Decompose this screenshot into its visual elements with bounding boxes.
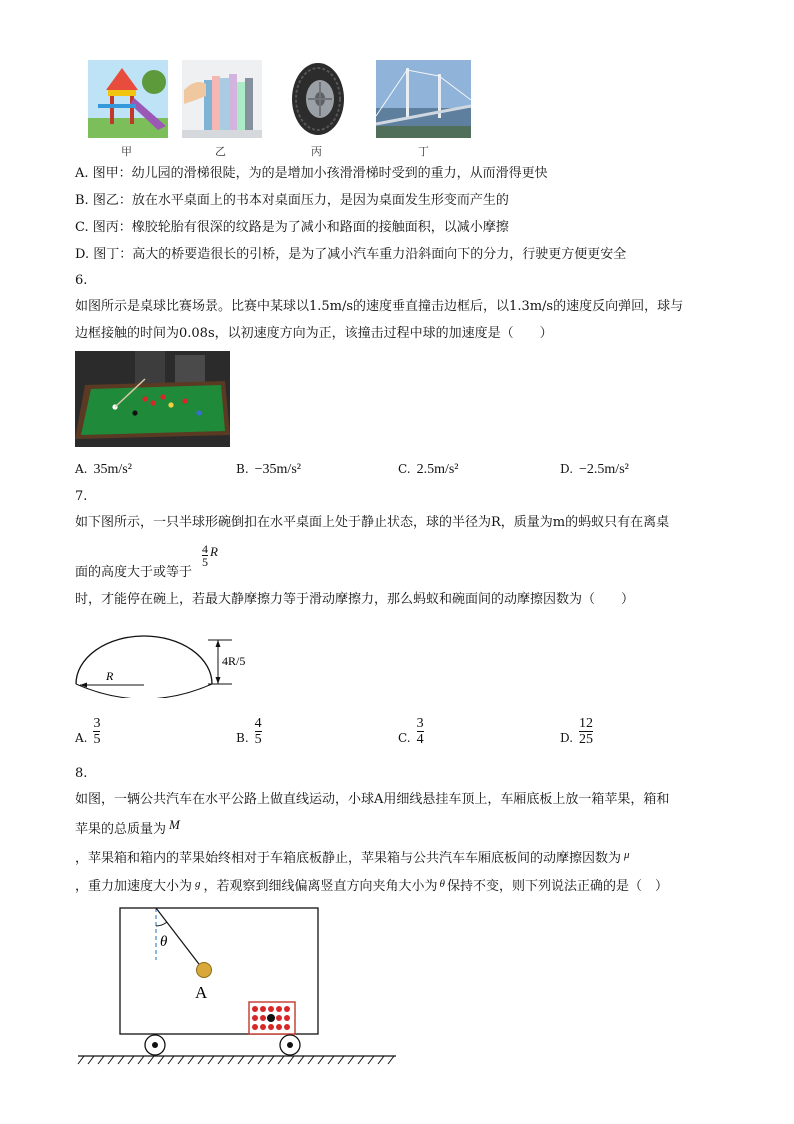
q5-option-b: B. 图乙：放在水平桌面上的书本对桌面压力，是因为桌面发生形变而产生的	[75, 193, 509, 208]
q5-option-c: C. 图丙：橡胶轮胎有很深的纹路是为了减小和路面的接触面积，以减小摩擦	[75, 220, 509, 235]
q7-option-c: C. $\frac{3}{4}$	[398, 716, 424, 747]
q5-option-a: A. 图甲：幼儿园的滑梯很陡，为的是增加小孩滑滑梯时受到的重力，从而滑得更快	[75, 166, 548, 181]
q7-option-a: A. $\frac{3}{5}$	[75, 716, 101, 747]
q6-option-d: D. −2.5m/s²	[560, 462, 629, 477]
q5-option-d: D. 图丁：高大的桥要造很长的引桥，是为了减小汽车重力沿斜面向下的分力，行驶更方便更安全	[75, 247, 627, 262]
q7-line3: 时，才能停在碗上，若最大静摩擦力等于滑动摩擦力，那么蚂蚁和碗面间的动摩擦因数为（ ）	[75, 592, 635, 607]
q7-height-fraction: $\frac{4}{5}$ R	[202, 542, 218, 569]
symbol-theta: θ	[439, 878, 445, 890]
ball-label: A	[195, 983, 208, 1002]
bridge-image	[376, 60, 471, 138]
q6-number: 6.	[75, 273, 88, 288]
radius-label: R	[106, 669, 114, 683]
tire-image	[284, 60, 352, 138]
q7-line2: 面的高度大于或等于	[75, 565, 193, 580]
symbol-mu: μ	[624, 849, 630, 861]
books-image	[182, 60, 262, 138]
q7-number: 7.	[75, 489, 88, 504]
q6-option-a: A. 35m/s²	[75, 462, 132, 477]
q7-line1: 如下图所示，一只半球形碗倒扣在水平桌面上处于静止状态，球的半径为R，质量为m的蚂蚁只有在离桌	[75, 515, 670, 530]
q6-option-c: C. 2.5m/s²	[398, 462, 459, 477]
caption-yi: 乙	[215, 145, 226, 158]
q7-option-d: D. $\frac{12}{25}$	[560, 716, 594, 747]
q8-line2: 苹果的总质量为 M	[75, 817, 180, 837]
q8-line3: ，苹果箱和箱内的苹果始终相对于车箱底板静止，苹果箱与公共汽车车厢底板间的动摩擦因数为 $^\mu$	[75, 849, 630, 866]
billiards-image	[75, 351, 230, 447]
q6-option-b: B. −35m/s²	[236, 462, 301, 477]
symbol-M: M	[169, 817, 180, 832]
bus-diagram	[74, 902, 404, 1074]
height-label: 4R/5	[222, 654, 246, 668]
q8-number: 8.	[75, 766, 88, 781]
caption-bing: 丙	[311, 145, 322, 158]
slide-image	[88, 60, 168, 138]
symbol-g: g	[195, 878, 201, 890]
angle-label: θ	[160, 934, 168, 950]
hemisphere-diagram	[72, 618, 262, 698]
q8-line4: ，重力加速度大小为 $^g$ ，若观察到细线偏离竖直方向夹角大小为 $^\theta$ 保持不变，则下列说法正确的是（ ）	[75, 878, 668, 894]
q6-line2: 边框接触的时间为0.08s，以初速度方向为正，该撞击过程中球的加速度是（ ）	[75, 326, 553, 341]
q8-line1: 如图，一辆公共汽车在水平公路上做直线运动，小球A用细线悬挂车顶上，车厢底板上放一箱苹果，箱和	[75, 792, 670, 807]
caption-ding: 丁	[418, 145, 429, 158]
q7-option-b: B. $\frac{4}{5}$	[236, 716, 262, 747]
caption-jia: 甲	[121, 145, 132, 158]
q6-line1: 如图所示是桌球比赛场景。比赛中某球以1.5m/s的速度垂直撞击边框后，以1.3m/s的速度反向弹回，球与	[75, 299, 684, 314]
